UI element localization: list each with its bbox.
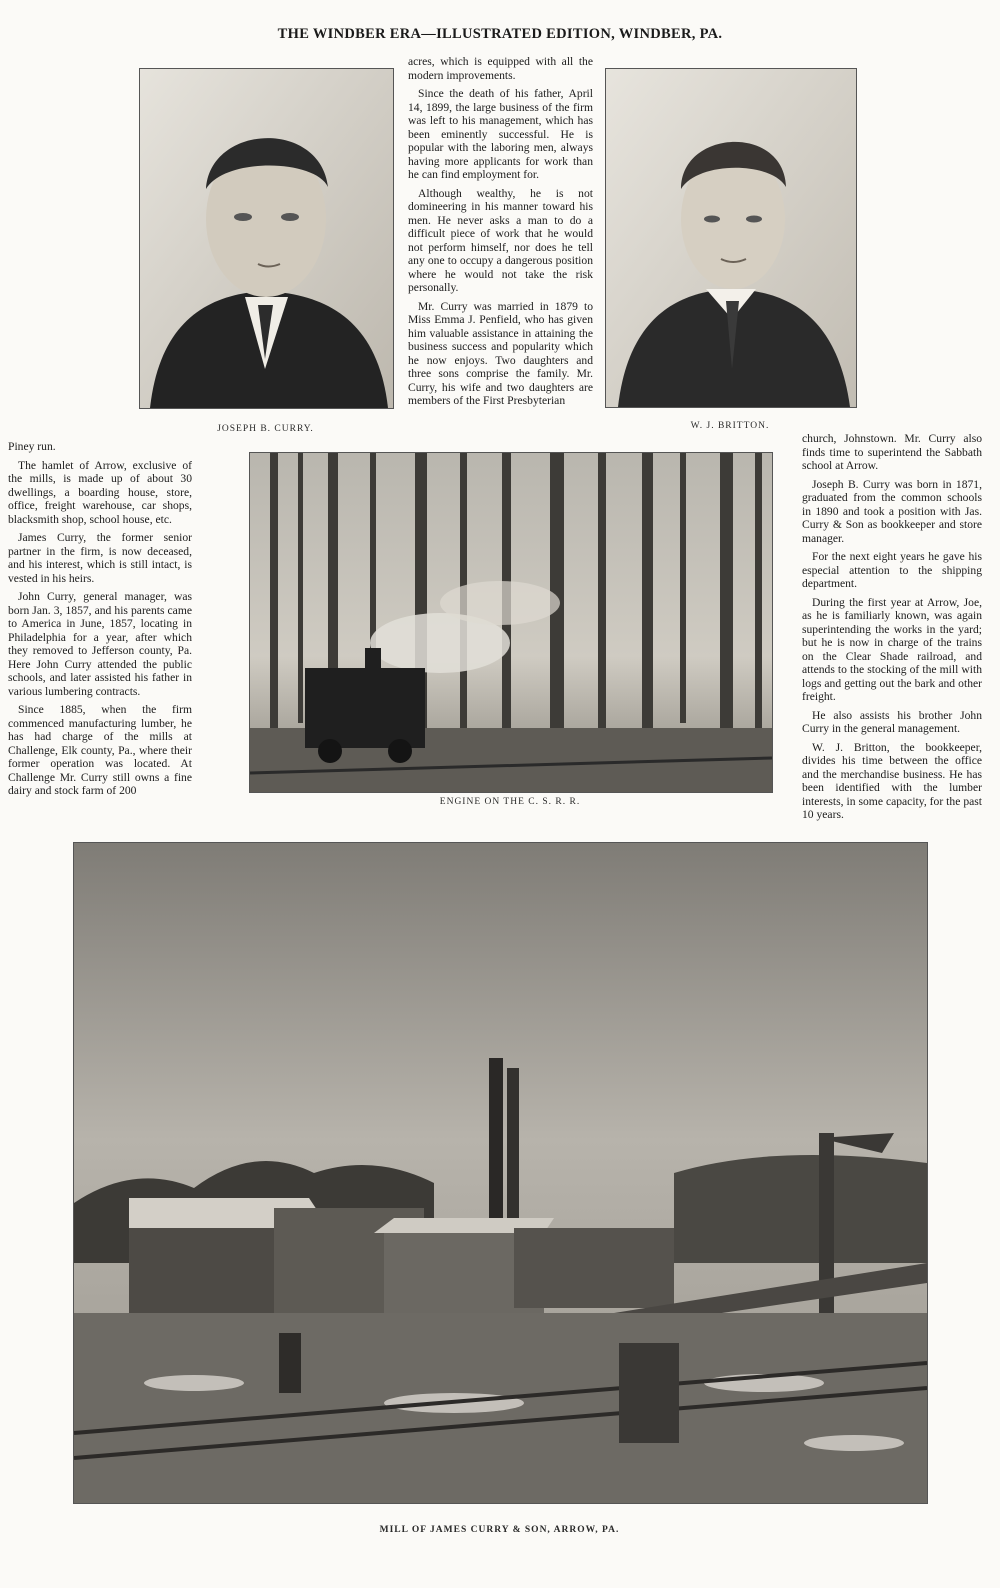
portrait-wj-britton <box>605 68 857 408</box>
caption-joseph-curry: JOSEPH B. CURRY. <box>217 424 314 434</box>
caption-mill: MILL OF JAMES CURRY & SON, ARROW, PA. <box>379 1525 620 1535</box>
caption-engine: ENGINE ON THE C. S. R. R. <box>439 797 581 807</box>
paragraph: John Curry, general manager, was born Jan. 3, 1857, and his parents came to America in June, 1857, locating in Philadelphia for a year, after which they removed to Jefferson county, Pa. Here John Curry attended the public schools, and later assisted his father in various lumbering contracts. <box>8 590 192 698</box>
paragraph: Piney run. <box>8 440 56 453</box>
paragraph: Although wealthy, he is not domineering in his manner toward his men. He never asks a man to do a difficult piece of work that he would not perform himself, nor does he tell any one to occupy a dangerous position where he would not take the risk personally. <box>408 186 593 294</box>
paragraph: He also assists his brother John Curry in the general management. <box>802 708 982 735</box>
paragraph: For the next eight years he gave his especial attention to the shipping department. <box>802 550 982 590</box>
paragraph: James Curry, the former senior partner in the firm, is now deceased, and his interest, which is still intact, is vested in his heirs. <box>8 531 192 585</box>
caption-wj-britton: W. J. BRITTON. <box>690 421 770 431</box>
left-column <box>8 440 192 803</box>
center-top-column <box>408 55 593 413</box>
masthead: THE WINDBER ERA—ILLUSTRATED EDITION, WINDBER, PA. <box>277 26 723 42</box>
paragraph: During the first year at Arrow, Joe, as he is familiarly known, was again superintending the works in the yard; but he is now in charge of the trains on the Clear Shade railroad, and attends to the stocking of the mill with logs and getting out the bark and other freight. <box>802 595 982 703</box>
portrait-joseph-curry <box>139 68 394 409</box>
paragraph: Joseph B. Curry was born in 1871, graduated from the common schools in 1890 and took a position with Jas. Curry & Son as bookkeeper and store manager. <box>802 477 982 545</box>
paragraph: The hamlet of Arrow, exclusive of the mills, is made up of about 30 dwellings, a boarding house, store, office, freight warehouse, car shops, blacksmith shop, school house, etc. <box>8 458 192 526</box>
paragraph: Mr. Curry was married in 1879 to Miss Emma J. Penfield, who has given him valuable assistance in attaining the business success and popularity which he now enjoys. Two daughters and three sons comprise the family. Mr. Curry, his wife and two daughters are members of the First Presbyterian <box>408 299 593 407</box>
paragraph: W. J. Britton, the bookkeeper, divides his time between the office and the merchandise business. He has been identified with the lumber interests, in some capacity, for the past 10 years. <box>802 740 982 821</box>
paragraph: acres, which is equipped with all the modern improvements. <box>408 55 593 82</box>
paragraph: Since the death of his father, April 14, 1899, the large business of the firm was left to his management, which has been eminently successful. He is popular with the laboring men, always having more applicants for work than he can find employment for. <box>408 87 593 181</box>
paragraph: Since 1885, when the firm commenced manufacturing lumber, he has had charge of the mills at Challenge, Elk county, Pa., where their former operation was located. At Challenge Mr. Curry still owns a fine dairy and stock farm of 200 <box>8 703 192 797</box>
right-column <box>802 432 982 827</box>
photo-engine <box>249 452 773 793</box>
paragraph: church, Johnstown. Mr. Curry also finds time to superintend the Sabbath school at Arrow. <box>802 432 982 472</box>
photo-mill <box>73 842 928 1504</box>
